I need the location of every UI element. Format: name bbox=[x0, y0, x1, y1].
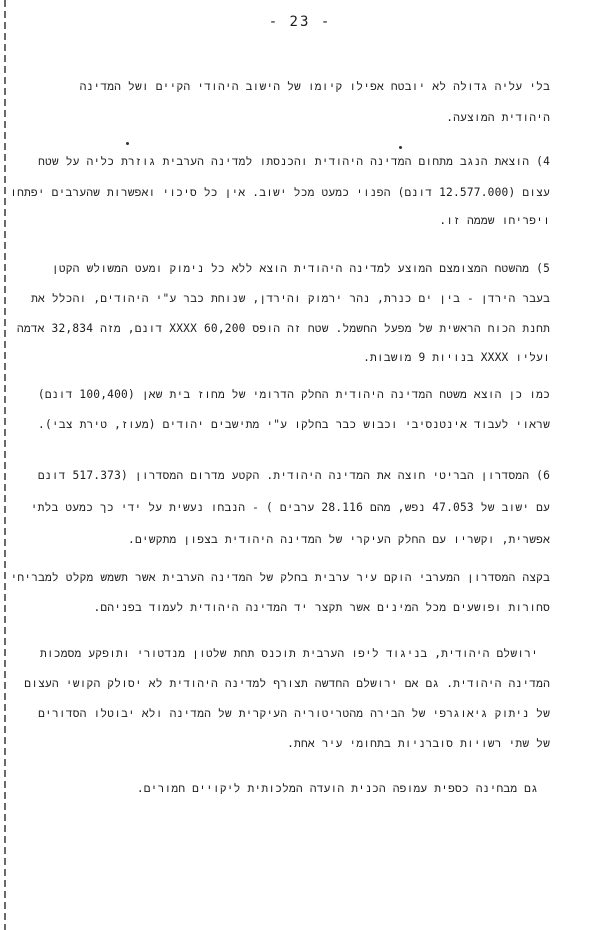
page-number: - 23 - bbox=[268, 14, 332, 30]
text-line: 5) מהשטח המצומצם המוצע למדינה היהודית הוצא ללא כל נימוק ומעט המשולש הקטן bbox=[51, 262, 550, 275]
text-line: עצום (12.577.000 דונם) הפנוי כמעט מכל ישוב. אין כל סיכוי ואפשרות שהערבים יפתחו bbox=[10, 186, 550, 199]
text-line: סחורות ופושעים מכל המינים אשר תקצר יד המדינה היהודית לעמוד בפניהם. bbox=[93, 601, 550, 614]
text-line: כמו כן הוצא משטח המדינה היהודית החלק הדרומי של מחוז בית שאן (100,400 דונם) bbox=[37, 388, 550, 401]
text-line: בעבר הירדן - בין ים כנרת, נהר ירמוק והירדן, שנוחת כבר ע"י היהודים, והכלל את bbox=[31, 292, 550, 305]
text-line: עם ישוב של 47.053 נפש, מהם 28.116 ערבים ) - הנבחו נעשית על ידי כך כמעט בלתי bbox=[30, 501, 550, 514]
text-line: בקצה המסדרון המערבי הוקם עיר ערבית בחלק של המדינה הערבית אשר תשמש מקלט למבריחי bbox=[10, 571, 550, 584]
text-line: גם מבחינה כספית עמופה הכנית הועדה המלכותית ליקויים חמורים. bbox=[136, 782, 538, 795]
text-line: 4) הוצאת הנגב מתחום המדינה היהודית והכנסתו למדינה הערבית גוזרת כליה על שטח bbox=[38, 155, 550, 168]
text-line: ירושלם היהודית, בניגוד ליפו הערבית תוכנס תחת שלטון מנדטורי ותופקע מסמכות bbox=[39, 647, 538, 660]
text-line: ועליו XXXX בנויות 9 מושבות. bbox=[363, 351, 550, 364]
text-line: תחנת הכוח הראשית של מפעל החשמל. שטח זה הופס XXXX 60,200 דונם, מזה 32,834 אדמה bbox=[16, 322, 550, 335]
text-line: ויפריחו שממה זו. bbox=[439, 214, 550, 227]
ink-mark bbox=[126, 142, 129, 145]
text-line: 6) המסדרון הבריטי חוצה את המדינה היהודית. הקטע מדרום המסדרון (517.373 דונם bbox=[37, 469, 550, 482]
binding-edge bbox=[4, 0, 6, 930]
text-line: של ניתוק גיאוגרפי של הבירה מהטריטוריה העיקרית של המדינה ולא יבוטלו הסדורים bbox=[38, 707, 550, 720]
text-line: אפשרית, וקשריו עם החלק העיקרי של המדינה היהודית בצפון מתקשים. bbox=[128, 533, 550, 546]
text-line: שראוי לעבוד אינטנסיבי וכבוש כבר בחלקו ע"י מתישבים יהודים (מעוז, טירת צבי). bbox=[38, 418, 550, 431]
ink-mark bbox=[399, 146, 402, 149]
text-line: של שתי רשויות סוברניות בתחומי עיר אחת. bbox=[287, 737, 550, 750]
text-line: בלי עליה גדולה לא יובטח אפילו קיומו של הישוב היהודי הקיים ושל המדינה bbox=[79, 80, 550, 93]
text-line: היהודית המוצעה. bbox=[446, 111, 550, 124]
text-line: המדינה היהודית. גם אם ירושלם החדשה תצורף למדינה היהודית לא יסולק הקושי העצום bbox=[24, 677, 550, 690]
